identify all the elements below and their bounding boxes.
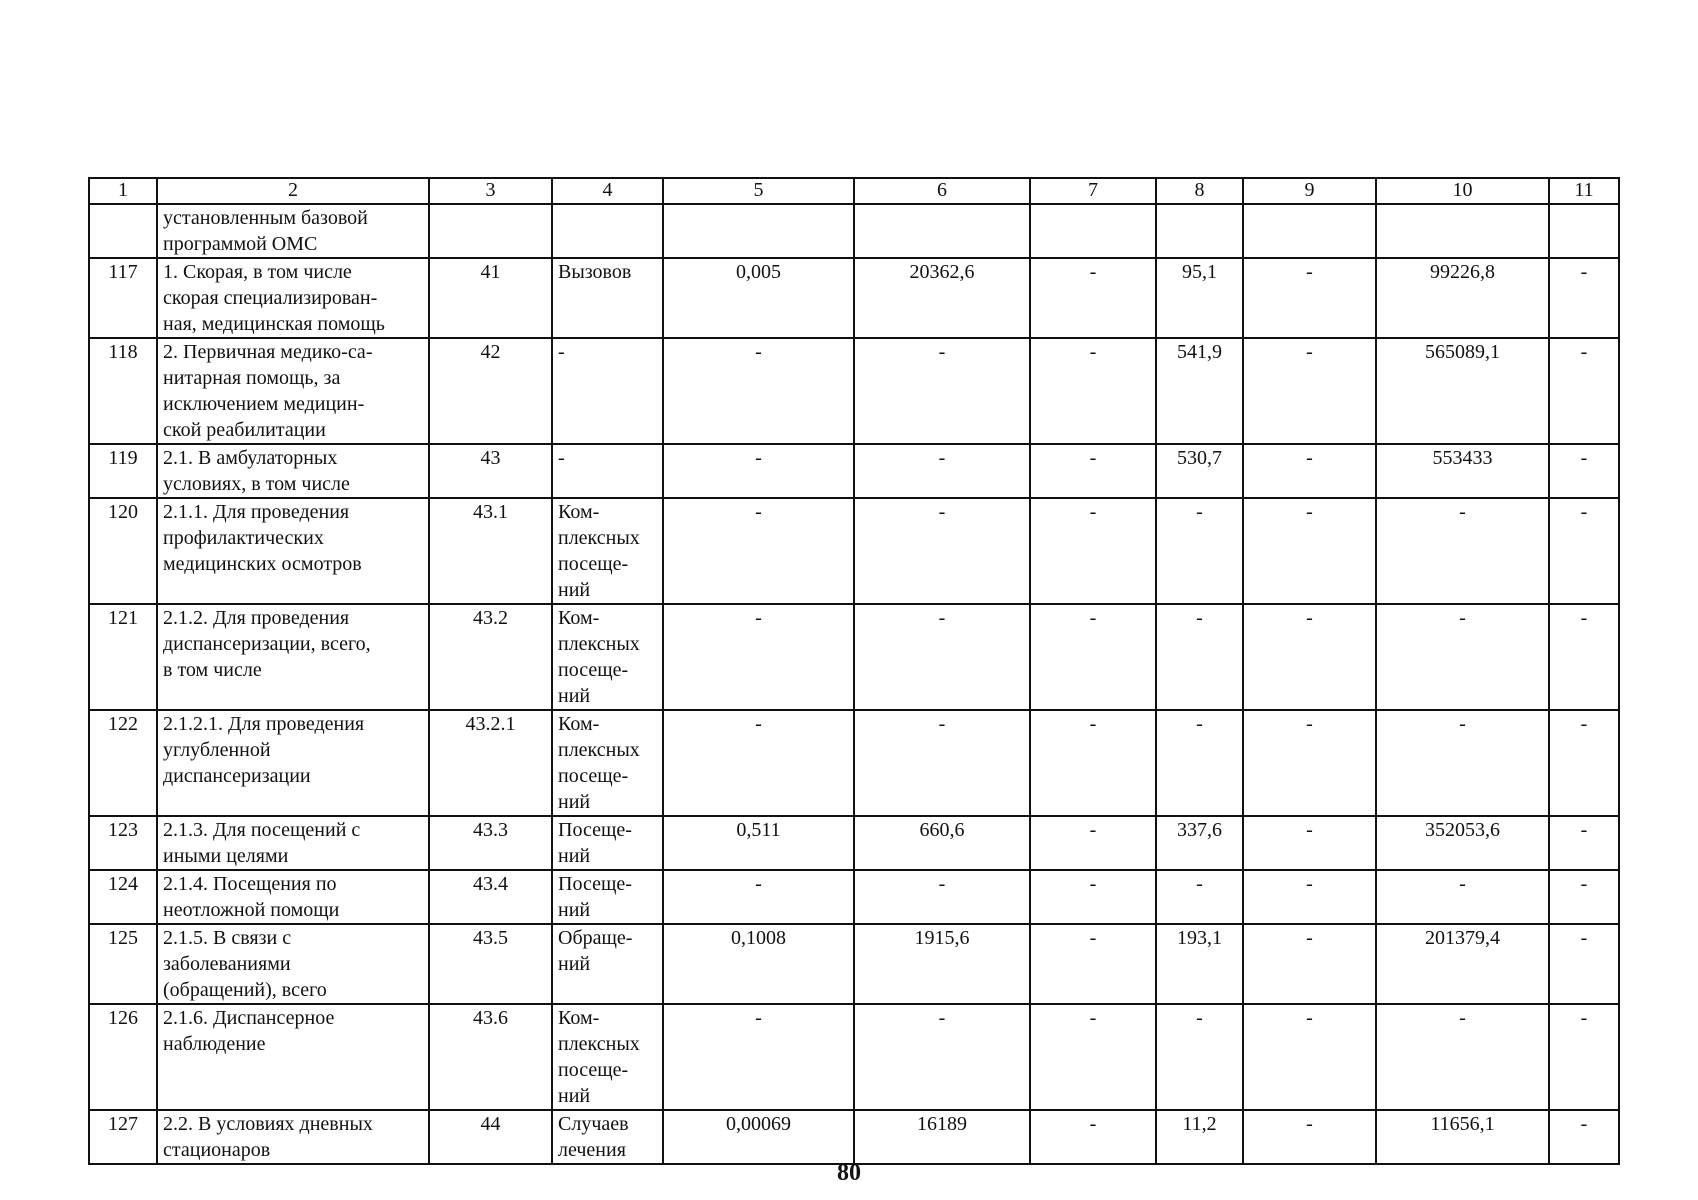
cell-col11: - <box>1549 1004 1619 1110</box>
cell-col7: - <box>1030 604 1156 710</box>
row-number <box>89 204 157 258</box>
cell-col10: - <box>1376 710 1549 816</box>
line-code <box>429 204 552 258</box>
cell-col6: - <box>854 870 1030 924</box>
table-row <box>89 710 1619 816</box>
indicator-name: 2.1. В амбулаторных условиях, в том числе <box>157 444 429 498</box>
cell-col7: - <box>1030 498 1156 604</box>
cell-col7: - <box>1030 1004 1156 1110</box>
cell-col10: - <box>1376 498 1549 604</box>
cell-col8: 11,2 <box>1156 1110 1243 1164</box>
cell-col10: - <box>1376 870 1549 924</box>
cell-col10: 553433 <box>1376 444 1549 498</box>
cell-col9: - <box>1243 604 1376 710</box>
header-row <box>89 178 1619 204</box>
cell-col10: - <box>1376 1004 1549 1110</box>
cell-col5: - <box>663 498 854 604</box>
line-code: 43.1 <box>429 498 552 604</box>
column-header: 8 <box>1156 178 1243 204</box>
cell-col11: - <box>1549 870 1619 924</box>
column-header: 3 <box>429 178 552 204</box>
row-number: 122 <box>89 710 157 816</box>
cell-col8: - <box>1156 604 1243 710</box>
cell-col11: - <box>1549 924 1619 1004</box>
cell-col7: - <box>1030 870 1156 924</box>
row-number: 124 <box>89 870 157 924</box>
cell-col6: - <box>854 444 1030 498</box>
cell-col5: - <box>663 870 854 924</box>
cell-col5: - <box>663 444 854 498</box>
indicator-name: 2.1.6. Диспансерное наблюдение <box>157 1004 429 1110</box>
indicator-name: 2. Первичная медико-са- нитарная помощь, за исключением медицин- ской реабилитации <box>157 338 429 444</box>
indicator-name: установленным базовой программой ОМС <box>157 204 429 258</box>
cell-col6: 660,6 <box>854 816 1030 870</box>
cell-col9: - <box>1243 498 1376 604</box>
cell-col5: 0,005 <box>663 258 854 338</box>
unit-of-measure: Ком- плексных посеще- ний <box>552 710 663 816</box>
row-number: 117 <box>89 258 157 338</box>
line-code: 43.4 <box>429 870 552 924</box>
cell-col9: - <box>1243 258 1376 338</box>
cell-col7: - <box>1030 258 1156 338</box>
unit-of-measure: Ком- плексных посеще- ний <box>552 1004 663 1110</box>
line-code: 43.2.1 <box>429 710 552 816</box>
cell-col5 <box>663 204 854 258</box>
cell-col8: - <box>1156 710 1243 816</box>
cell-col7: - <box>1030 816 1156 870</box>
cell-col8: - <box>1156 498 1243 604</box>
indicator-name: 2.2. В условиях дневных стационаров <box>157 1110 429 1164</box>
row-number: 127 <box>89 1110 157 1164</box>
row-number: 125 <box>89 924 157 1004</box>
table-row <box>89 1110 1619 1164</box>
cell-col6: - <box>854 338 1030 444</box>
cell-col5: 0,1008 <box>663 924 854 1004</box>
data-table <box>88 177 1620 1165</box>
unit-of-measure: Ком- плексных посеще- ний <box>552 604 663 710</box>
line-code: 42 <box>429 338 552 444</box>
table-row <box>89 204 1619 258</box>
unit-of-measure: Посеще- ний <box>552 870 663 924</box>
table-row <box>89 498 1619 604</box>
cell-col5: 0,00069 <box>663 1110 854 1164</box>
row-number: 119 <box>89 444 157 498</box>
unit-of-measure: Ком- плексных посеще- ний <box>552 498 663 604</box>
column-header: 7 <box>1030 178 1156 204</box>
table-row <box>89 258 1619 338</box>
cell-col9: - <box>1243 338 1376 444</box>
cell-col6 <box>854 204 1030 258</box>
cell-col8: - <box>1156 870 1243 924</box>
cell-col7: - <box>1030 338 1156 444</box>
cell-col6: 1915,6 <box>854 924 1030 1004</box>
cell-col6: 16189 <box>854 1110 1030 1164</box>
cell-col9: - <box>1243 870 1376 924</box>
table-row <box>89 816 1619 870</box>
indicator-name: 1. Скорая, в том числе скорая специализирован- ная, медицинская помощь <box>157 258 429 338</box>
cell-col11: - <box>1549 604 1619 710</box>
indicator-name: 2.1.1. Для проведения профилактических медицинских осмотров <box>157 498 429 604</box>
column-header: 9 <box>1243 178 1376 204</box>
unit-of-measure <box>552 204 663 258</box>
table-row <box>89 338 1619 444</box>
unit-of-measure: Вызовов <box>552 258 663 338</box>
cell-col9: - <box>1243 710 1376 816</box>
indicator-name: 2.1.2.1. Для проведения углубленной диспансеризации <box>157 710 429 816</box>
cell-col9: - <box>1243 816 1376 870</box>
line-code: 41 <box>429 258 552 338</box>
cell-col7: - <box>1030 710 1156 816</box>
cell-col8: 337,6 <box>1156 816 1243 870</box>
cell-col9: - <box>1243 924 1376 1004</box>
row-number: 126 <box>89 1004 157 1110</box>
column-header: 4 <box>552 178 663 204</box>
indicator-name: 2.1.2. Для проведения диспансеризации, всего, в том числе <box>157 604 429 710</box>
line-code: 43.6 <box>429 1004 552 1110</box>
cell-col6: - <box>854 710 1030 816</box>
table-row <box>89 604 1619 710</box>
unit-of-measure: Случаев лечения <box>552 1110 663 1164</box>
cell-col6: - <box>854 498 1030 604</box>
unit-of-measure: Посеще- ний <box>552 816 663 870</box>
cell-col10: 565089,1 <box>1376 338 1549 444</box>
unit-of-measure: - <box>552 444 663 498</box>
cell-col11: - <box>1549 1110 1619 1164</box>
cell-col10 <box>1376 204 1549 258</box>
cell-col10: 99226,8 <box>1376 258 1549 338</box>
cell-col11: - <box>1549 258 1619 338</box>
page-number: 80 <box>837 1160 861 1186</box>
row-number: 121 <box>89 604 157 710</box>
table-row <box>89 1004 1619 1110</box>
cell-col11: - <box>1549 816 1619 870</box>
cell-col11: - <box>1549 444 1619 498</box>
cell-col5: - <box>663 604 854 710</box>
cell-col7 <box>1030 204 1156 258</box>
cell-col8: 541,9 <box>1156 338 1243 444</box>
cell-col6: 20362,6 <box>854 258 1030 338</box>
cell-col11: - <box>1549 338 1619 444</box>
column-header: 5 <box>663 178 854 204</box>
cell-col11 <box>1549 204 1619 258</box>
line-code: 43.5 <box>429 924 552 1004</box>
cell-col9 <box>1243 204 1376 258</box>
indicator-name: 2.1.3. Для посещений с иными целями <box>157 816 429 870</box>
unit-of-measure: Обраще- ний <box>552 924 663 1004</box>
cell-col9: - <box>1243 1004 1376 1110</box>
cell-col5: - <box>663 1004 854 1110</box>
cell-col9: - <box>1243 1110 1376 1164</box>
column-header: 11 <box>1549 178 1619 204</box>
column-header: 10 <box>1376 178 1549 204</box>
cell-col5: - <box>663 338 854 444</box>
cell-col8: - <box>1156 1004 1243 1110</box>
table-row <box>89 870 1619 924</box>
cell-col11: - <box>1549 710 1619 816</box>
row-number: 120 <box>89 498 157 604</box>
cell-col10: 201379,4 <box>1376 924 1549 1004</box>
cell-col5: 0,511 <box>663 816 854 870</box>
cell-col8 <box>1156 204 1243 258</box>
cell-col9: - <box>1243 444 1376 498</box>
indicator-name: 2.1.4. Посещения по неотложной помощи <box>157 870 429 924</box>
line-code: 43.3 <box>429 816 552 870</box>
cell-col10: - <box>1376 604 1549 710</box>
cell-col6: - <box>854 1004 1030 1110</box>
line-code: 43.2 <box>429 604 552 710</box>
row-number: 123 <box>89 816 157 870</box>
cell-col6: - <box>854 604 1030 710</box>
cell-col8: 193,1 <box>1156 924 1243 1004</box>
cell-col11: - <box>1549 498 1619 604</box>
indicator-name: 2.1.5. В связи с заболеваниями (обращений), всего <box>157 924 429 1004</box>
cell-col10: 352053,6 <box>1376 816 1549 870</box>
cell-col7: - <box>1030 444 1156 498</box>
column-header: 2 <box>157 178 429 204</box>
cell-col5: - <box>663 710 854 816</box>
column-header: 6 <box>854 178 1030 204</box>
cell-col8: 530,7 <box>1156 444 1243 498</box>
line-code: 43 <box>429 444 552 498</box>
unit-of-measure: - <box>552 338 663 444</box>
cell-col10: 11656,1 <box>1376 1110 1549 1164</box>
cell-col8: 95,1 <box>1156 258 1243 338</box>
table-row <box>89 924 1619 1004</box>
cell-col7: - <box>1030 924 1156 1004</box>
row-number: 118 <box>89 338 157 444</box>
table-row <box>89 444 1619 498</box>
column-header: 1 <box>89 178 157 204</box>
cell-col7: - <box>1030 1110 1156 1164</box>
line-code: 44 <box>429 1110 552 1164</box>
